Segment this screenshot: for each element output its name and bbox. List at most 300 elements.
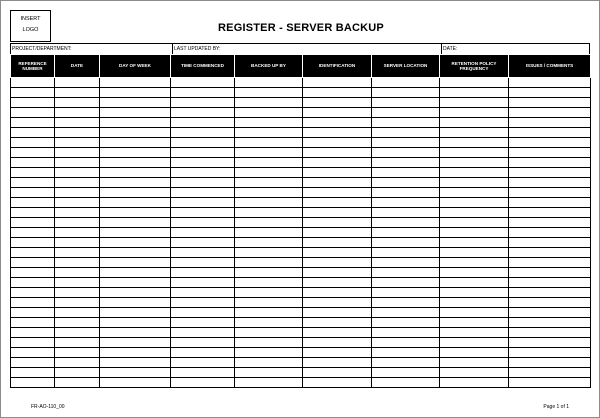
table-cell[interactable] bbox=[100, 308, 171, 318]
table-cell[interactable] bbox=[440, 258, 509, 268]
table-cell[interactable] bbox=[11, 128, 55, 138]
table-cell[interactable] bbox=[372, 168, 440, 178]
table-cell[interactable] bbox=[235, 298, 303, 308]
table-cell[interactable] bbox=[372, 188, 440, 198]
table-cell[interactable] bbox=[100, 88, 171, 98]
table-cell[interactable] bbox=[372, 268, 440, 278]
table-cell[interactable] bbox=[372, 178, 440, 188]
table-row bbox=[11, 248, 591, 258]
table-cell[interactable] bbox=[100, 78, 171, 88]
table-cell[interactable] bbox=[303, 328, 372, 338]
table-cell[interactable] bbox=[303, 218, 372, 228]
table-cell[interactable] bbox=[171, 88, 235, 98]
table-cell[interactable] bbox=[509, 208, 591, 218]
table-cell[interactable] bbox=[171, 238, 235, 248]
table-cell[interactable] bbox=[171, 208, 235, 218]
table-cell[interactable] bbox=[100, 188, 171, 198]
table-cell[interactable] bbox=[11, 78, 55, 88]
table-cell[interactable] bbox=[235, 238, 303, 248]
table-cell[interactable] bbox=[55, 138, 100, 148]
table-cell[interactable] bbox=[303, 198, 372, 208]
table-cell[interactable] bbox=[509, 318, 591, 328]
table-cell[interactable] bbox=[235, 288, 303, 298]
table-cell[interactable] bbox=[235, 178, 303, 188]
table-cell[interactable] bbox=[11, 368, 55, 378]
table-cell[interactable] bbox=[235, 378, 303, 388]
table-cell[interactable] bbox=[303, 238, 372, 248]
table-cell[interactable] bbox=[235, 278, 303, 288]
table-cell[interactable] bbox=[303, 78, 372, 88]
table-cell[interactable] bbox=[55, 148, 100, 158]
table-cell[interactable] bbox=[100, 158, 171, 168]
table-cell[interactable] bbox=[100, 248, 171, 258]
table-cell[interactable] bbox=[303, 88, 372, 98]
table-cell[interactable] bbox=[303, 148, 372, 158]
table-cell[interactable] bbox=[372, 218, 440, 228]
table-cell[interactable] bbox=[303, 188, 372, 198]
table-cell[interactable] bbox=[372, 258, 440, 268]
table-cell[interactable] bbox=[55, 168, 100, 178]
table-cell[interactable] bbox=[303, 278, 372, 288]
table-cell[interactable] bbox=[509, 298, 591, 308]
table-cell[interactable] bbox=[372, 288, 440, 298]
table-cell[interactable] bbox=[100, 358, 171, 368]
table-cell[interactable] bbox=[11, 328, 55, 338]
table-cell[interactable] bbox=[509, 378, 591, 388]
table-cell[interactable] bbox=[100, 98, 171, 108]
column-header: IDENTIFICATION bbox=[303, 55, 372, 78]
table-cell[interactable] bbox=[171, 78, 235, 88]
table-cell[interactable] bbox=[509, 258, 591, 268]
table-cell[interactable] bbox=[235, 168, 303, 178]
table-cell[interactable] bbox=[440, 338, 509, 348]
table-cell[interactable] bbox=[11, 298, 55, 308]
table-row bbox=[11, 118, 591, 128]
table-cell[interactable] bbox=[440, 198, 509, 208]
table-cell[interactable] bbox=[100, 128, 171, 138]
table-cell[interactable] bbox=[171, 288, 235, 298]
table-cell[interactable] bbox=[372, 148, 440, 158]
table-cell[interactable] bbox=[509, 118, 591, 128]
table-cell[interactable] bbox=[100, 138, 171, 148]
table-cell[interactable] bbox=[11, 258, 55, 268]
table-cell[interactable] bbox=[509, 108, 591, 118]
table-cell[interactable] bbox=[509, 328, 591, 338]
table-cell[interactable] bbox=[509, 338, 591, 348]
table-cell[interactable] bbox=[11, 168, 55, 178]
table-cell[interactable] bbox=[55, 278, 100, 288]
table-cell[interactable] bbox=[171, 178, 235, 188]
table-cell[interactable] bbox=[235, 198, 303, 208]
table-cell[interactable] bbox=[440, 298, 509, 308]
table-cell[interactable] bbox=[372, 348, 440, 358]
table-cell[interactable] bbox=[11, 308, 55, 318]
table-cell[interactable] bbox=[100, 328, 171, 338]
table-cell[interactable] bbox=[235, 98, 303, 108]
table-cell[interactable] bbox=[440, 218, 509, 228]
table-cell[interactable] bbox=[171, 118, 235, 128]
table-cell[interactable] bbox=[235, 318, 303, 328]
table-cell[interactable] bbox=[55, 98, 100, 108]
table-cell[interactable] bbox=[509, 288, 591, 298]
info-row bbox=[10, 43, 590, 54]
table-cell[interactable] bbox=[509, 348, 591, 358]
table-cell[interactable] bbox=[440, 288, 509, 298]
table-cell[interactable] bbox=[55, 338, 100, 348]
table-cell[interactable] bbox=[440, 358, 509, 368]
table-cell[interactable] bbox=[440, 248, 509, 258]
table-cell[interactable] bbox=[55, 178, 100, 188]
table-cell[interactable] bbox=[171, 258, 235, 268]
table-cell[interactable] bbox=[440, 118, 509, 128]
table-cell[interactable] bbox=[440, 78, 509, 88]
table-cell[interactable] bbox=[440, 158, 509, 168]
table-cell[interactable] bbox=[235, 328, 303, 338]
table-row bbox=[11, 308, 591, 318]
table-cell[interactable] bbox=[55, 348, 100, 358]
table-cell[interactable] bbox=[372, 118, 440, 128]
table-cell[interactable] bbox=[235, 228, 303, 238]
table-cell[interactable] bbox=[11, 138, 55, 148]
table-cell[interactable] bbox=[303, 258, 372, 268]
table-cell[interactable] bbox=[303, 268, 372, 278]
table-cell[interactable] bbox=[372, 238, 440, 248]
table-cell[interactable] bbox=[372, 88, 440, 98]
table-cell[interactable] bbox=[55, 378, 100, 388]
table-cell[interactable] bbox=[303, 368, 372, 378]
table-cell[interactable] bbox=[509, 148, 591, 158]
table-cell[interactable] bbox=[372, 318, 440, 328]
table-cell[interactable] bbox=[509, 168, 591, 178]
table-cell[interactable] bbox=[171, 148, 235, 158]
table-cell[interactable] bbox=[235, 88, 303, 98]
table-cell[interactable] bbox=[100, 228, 171, 238]
table-cell[interactable] bbox=[235, 348, 303, 358]
table-cell[interactable] bbox=[235, 108, 303, 118]
table-cell[interactable] bbox=[303, 208, 372, 218]
table-cell[interactable] bbox=[372, 158, 440, 168]
table-cell[interactable] bbox=[235, 338, 303, 348]
table-cell[interactable] bbox=[372, 378, 440, 388]
table-cell[interactable] bbox=[372, 198, 440, 208]
table-cell[interactable] bbox=[235, 138, 303, 148]
table-cell[interactable] bbox=[509, 198, 591, 208]
table-cell[interactable] bbox=[303, 378, 372, 388]
table-cell[interactable] bbox=[11, 358, 55, 368]
table-cell[interactable] bbox=[440, 318, 509, 328]
table-cell[interactable] bbox=[171, 318, 235, 328]
column-header: BACKED UP BY bbox=[235, 55, 303, 78]
table-cell[interactable] bbox=[55, 198, 100, 208]
table-cell[interactable] bbox=[509, 228, 591, 238]
table-cell[interactable] bbox=[55, 158, 100, 168]
table-cell[interactable] bbox=[100, 258, 171, 268]
table-cell[interactable] bbox=[55, 328, 100, 338]
table-cell[interactable] bbox=[303, 98, 372, 108]
table-cell[interactable] bbox=[372, 248, 440, 258]
table-cell[interactable] bbox=[372, 308, 440, 318]
table-cell[interactable] bbox=[509, 188, 591, 198]
table-cell[interactable] bbox=[509, 358, 591, 368]
table-cell[interactable] bbox=[171, 308, 235, 318]
table-cell[interactable] bbox=[372, 208, 440, 218]
table-cell[interactable] bbox=[303, 348, 372, 358]
table-cell[interactable] bbox=[171, 138, 235, 148]
table-cell[interactable] bbox=[100, 268, 171, 278]
table-cell[interactable] bbox=[55, 108, 100, 118]
table-cell[interactable] bbox=[11, 198, 55, 208]
table-row bbox=[11, 218, 591, 228]
table-cell[interactable] bbox=[440, 188, 509, 198]
table-cell[interactable] bbox=[100, 178, 171, 188]
table-cell[interactable] bbox=[372, 228, 440, 238]
table-cell[interactable] bbox=[235, 118, 303, 128]
table-cell[interactable] bbox=[55, 318, 100, 328]
table-cell[interactable] bbox=[100, 208, 171, 218]
table-cell[interactable] bbox=[11, 238, 55, 248]
table-cell[interactable] bbox=[11, 188, 55, 198]
table-row bbox=[11, 188, 591, 198]
table-cell[interactable] bbox=[55, 208, 100, 218]
table-cell[interactable] bbox=[509, 248, 591, 258]
table-cell[interactable] bbox=[100, 278, 171, 288]
table-cell[interactable] bbox=[372, 108, 440, 118]
table-cell[interactable] bbox=[235, 148, 303, 158]
table-cell[interactable] bbox=[11, 278, 55, 288]
table-cell[interactable] bbox=[303, 128, 372, 138]
table-cell[interactable] bbox=[303, 108, 372, 118]
table-cell[interactable] bbox=[171, 278, 235, 288]
table-cell[interactable] bbox=[303, 168, 372, 178]
table-cell[interactable] bbox=[55, 218, 100, 228]
table-cell[interactable] bbox=[372, 78, 440, 88]
table-cell[interactable] bbox=[11, 248, 55, 258]
table-cell[interactable] bbox=[55, 248, 100, 258]
table-cell[interactable] bbox=[509, 128, 591, 138]
table-cell[interactable] bbox=[440, 348, 509, 358]
table-cell[interactable] bbox=[440, 88, 509, 98]
table-cell[interactable] bbox=[235, 158, 303, 168]
table-cell[interactable] bbox=[100, 238, 171, 248]
table-cell[interactable] bbox=[440, 328, 509, 338]
table-cell[interactable] bbox=[235, 208, 303, 218]
table-cell[interactable] bbox=[235, 128, 303, 138]
table-cell[interactable] bbox=[372, 358, 440, 368]
table-cell[interactable] bbox=[55, 358, 100, 368]
table-cell[interactable] bbox=[55, 268, 100, 278]
table-cell[interactable] bbox=[55, 258, 100, 268]
table-cell[interactable] bbox=[11, 318, 55, 328]
table-cell[interactable] bbox=[372, 298, 440, 308]
table-cell[interactable] bbox=[100, 218, 171, 228]
table-cell[interactable] bbox=[303, 228, 372, 238]
table-cell[interactable] bbox=[100, 318, 171, 328]
table-cell[interactable] bbox=[11, 158, 55, 168]
table-cell[interactable] bbox=[235, 308, 303, 318]
table-cell[interactable] bbox=[100, 348, 171, 358]
column-header: RETENTION POLICY FREQUENCY bbox=[440, 55, 509, 78]
table-cell[interactable] bbox=[55, 308, 100, 318]
table-cell[interactable] bbox=[171, 168, 235, 178]
table-cell[interactable] bbox=[171, 198, 235, 208]
table-cell[interactable] bbox=[55, 78, 100, 88]
table-cell[interactable] bbox=[440, 208, 509, 218]
table-cell[interactable] bbox=[440, 308, 509, 318]
table-cell[interactable] bbox=[509, 218, 591, 228]
table-cell[interactable] bbox=[440, 238, 509, 248]
table-cell[interactable] bbox=[509, 308, 591, 318]
table-row bbox=[11, 348, 591, 358]
table-cell[interactable] bbox=[11, 108, 55, 118]
table-cell[interactable] bbox=[100, 168, 171, 178]
table-cell[interactable] bbox=[440, 268, 509, 278]
table-cell[interactable] bbox=[303, 308, 372, 318]
table-cell[interactable] bbox=[303, 288, 372, 298]
table-cell[interactable] bbox=[303, 118, 372, 128]
table-cell[interactable] bbox=[303, 338, 372, 348]
table-cell[interactable] bbox=[440, 108, 509, 118]
table-cell[interactable] bbox=[440, 148, 509, 158]
table-cell[interactable] bbox=[171, 108, 235, 118]
table-cell[interactable] bbox=[303, 138, 372, 148]
table-cell[interactable] bbox=[235, 358, 303, 368]
table-cell[interactable] bbox=[235, 188, 303, 198]
table-cell[interactable] bbox=[55, 188, 100, 198]
table-cell[interactable] bbox=[171, 348, 235, 358]
table-cell[interactable] bbox=[303, 298, 372, 308]
table-cell[interactable] bbox=[171, 358, 235, 368]
logo-text-line2: LOGO bbox=[22, 27, 39, 33]
table-cell[interactable] bbox=[11, 288, 55, 298]
table-cell[interactable] bbox=[509, 88, 591, 98]
table-cell[interactable] bbox=[171, 128, 235, 138]
table-cell[interactable] bbox=[372, 368, 440, 378]
table-cell[interactable] bbox=[171, 268, 235, 278]
table-cell[interactable] bbox=[100, 198, 171, 208]
table-cell[interactable] bbox=[440, 128, 509, 138]
table-cell[interactable] bbox=[171, 158, 235, 168]
table-cell[interactable] bbox=[171, 298, 235, 308]
table-cell[interactable] bbox=[11, 378, 55, 388]
table-cell[interactable] bbox=[509, 158, 591, 168]
table-cell[interactable] bbox=[440, 178, 509, 188]
table-cell[interactable] bbox=[509, 268, 591, 278]
table-cell[interactable] bbox=[235, 218, 303, 228]
table-cell[interactable] bbox=[171, 378, 235, 388]
table-cell[interactable] bbox=[235, 368, 303, 378]
table-cell[interactable] bbox=[11, 118, 55, 128]
table-cell[interactable] bbox=[55, 298, 100, 308]
table-cell[interactable] bbox=[440, 378, 509, 388]
table-row bbox=[11, 178, 591, 188]
table-cell[interactable] bbox=[509, 178, 591, 188]
table-cell[interactable] bbox=[171, 188, 235, 198]
table-cell[interactable] bbox=[55, 238, 100, 248]
table-cell[interactable] bbox=[11, 98, 55, 108]
table-cell[interactable] bbox=[11, 208, 55, 218]
table-cell[interactable] bbox=[171, 368, 235, 378]
table-cell[interactable] bbox=[55, 368, 100, 378]
table-cell[interactable] bbox=[171, 98, 235, 108]
table-cell[interactable] bbox=[100, 378, 171, 388]
table-cell[interactable] bbox=[171, 218, 235, 228]
date-field: DATE: bbox=[441, 44, 591, 55]
table-cell[interactable] bbox=[55, 288, 100, 298]
table-cell[interactable] bbox=[100, 338, 171, 348]
table-cell[interactable] bbox=[235, 248, 303, 258]
table-cell[interactable] bbox=[440, 228, 509, 238]
table-row bbox=[11, 208, 591, 218]
table-cell[interactable] bbox=[509, 278, 591, 288]
table-cell[interactable] bbox=[303, 248, 372, 258]
table-cell[interactable] bbox=[171, 228, 235, 238]
table-cell[interactable] bbox=[372, 138, 440, 148]
table-cell[interactable] bbox=[509, 98, 591, 108]
table-cell[interactable] bbox=[171, 248, 235, 258]
table-header-row bbox=[11, 55, 591, 78]
table-cell[interactable] bbox=[440, 368, 509, 378]
table-cell[interactable] bbox=[11, 88, 55, 98]
table-cell[interactable] bbox=[235, 268, 303, 278]
table-cell[interactable] bbox=[100, 108, 171, 118]
table-cell[interactable] bbox=[509, 238, 591, 248]
table-cell[interactable] bbox=[11, 348, 55, 358]
table-cell[interactable] bbox=[235, 78, 303, 88]
table-cell[interactable] bbox=[55, 88, 100, 98]
table-cell[interactable] bbox=[11, 148, 55, 158]
table-cell[interactable] bbox=[372, 278, 440, 288]
table-cell[interactable] bbox=[440, 98, 509, 108]
table-cell[interactable] bbox=[440, 138, 509, 148]
table-cell[interactable] bbox=[100, 288, 171, 298]
table-cell[interactable] bbox=[55, 118, 100, 128]
table-row bbox=[11, 338, 591, 348]
table-cell[interactable] bbox=[303, 318, 372, 328]
table-cell[interactable] bbox=[303, 358, 372, 368]
table-row bbox=[11, 198, 591, 208]
table-cell[interactable] bbox=[11, 178, 55, 188]
table-cell[interactable] bbox=[11, 218, 55, 228]
table-cell[interactable] bbox=[509, 78, 591, 88]
table-cell[interactable] bbox=[509, 368, 591, 378]
table-cell[interactable] bbox=[100, 368, 171, 378]
table-cell[interactable] bbox=[11, 228, 55, 238]
table-cell[interactable] bbox=[55, 128, 100, 138]
table-cell[interactable] bbox=[11, 268, 55, 278]
table-row bbox=[11, 138, 591, 148]
table-cell[interactable] bbox=[509, 138, 591, 148]
table-cell[interactable] bbox=[100, 148, 171, 158]
table-cell[interactable] bbox=[100, 118, 171, 128]
table-cell[interactable] bbox=[100, 298, 171, 308]
table-row bbox=[11, 368, 591, 378]
table-cell[interactable] bbox=[171, 328, 235, 338]
table-cell[interactable] bbox=[372, 338, 440, 348]
table-cell[interactable] bbox=[440, 278, 509, 288]
table-cell[interactable] bbox=[11, 338, 55, 348]
table-cell[interactable] bbox=[171, 338, 235, 348]
table-cell[interactable] bbox=[372, 128, 440, 138]
table-cell[interactable] bbox=[235, 258, 303, 268]
table-cell[interactable] bbox=[440, 168, 509, 178]
table-cell[interactable] bbox=[372, 98, 440, 108]
table-cell[interactable] bbox=[303, 178, 372, 188]
last-updated-by-field: LAST UPDATED BY: bbox=[172, 44, 441, 55]
table-cell[interactable] bbox=[372, 328, 440, 338]
table-cell[interactable] bbox=[303, 158, 372, 168]
register-table bbox=[10, 54, 591, 388]
table-cell[interactable] bbox=[55, 228, 100, 238]
